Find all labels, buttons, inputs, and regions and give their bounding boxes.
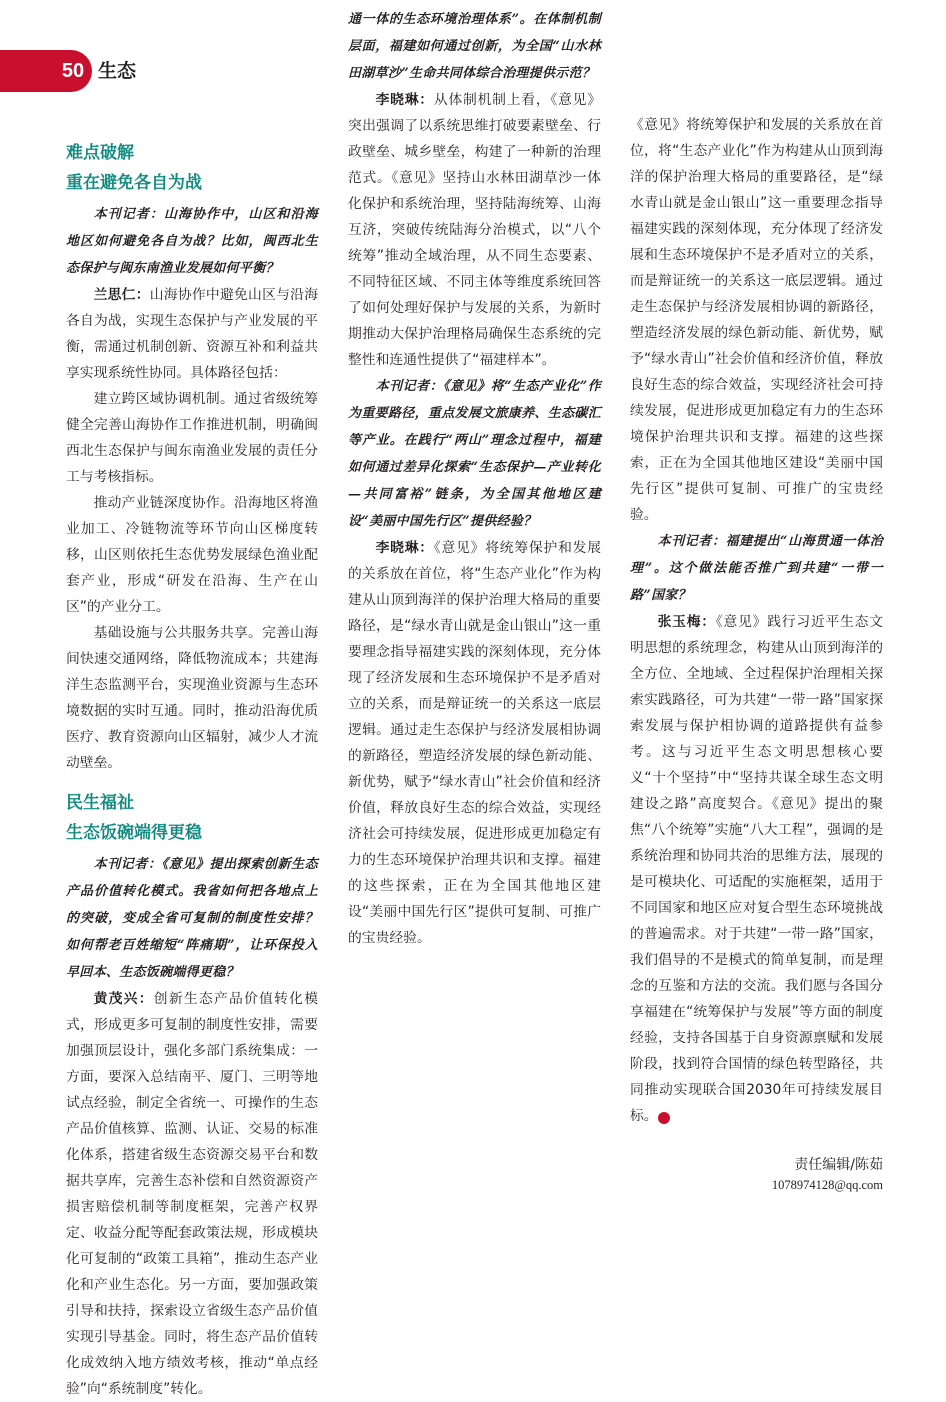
column-1 — [66, 138, 319, 1397]
answer-paragraph — [66, 986, 318, 1402]
answer-text: 创新生态产品价值转化模式，形成更多可复制的制度性安排，需要加强顶层设计，强化多部门系统集成：一方面，要深入总结南平、厦门、三明等地试点经验，制定全省统一、可操作的生态产品价值核算、监测、认证、交易的标准化体系，搭建省级生态资源交易平台和数据共享库，完善生态补偿和自然资源资产损害赔偿机制等制度框架，完善产权界定、收益分配等配套政策法规，形成模块化可复制的“政策工具箱”，推动生态产业化和产业生态化。另一方面，要加强政策引导和扶持，探索设立省级生态产品价值实现引导基金。同时，将生态产品价值转化成效纳入地方绩效考核，推动“单点经验”向“系统制度”转化。 — [66, 991, 319, 1397]
question-text: 《意见》将“生态产业化”作为重要路径，重点发展文旅康养、生态碳汇等产业。在践行“两山”理念过程中，福建如何通过差异化探索“生态保护—产业转化—共同富裕”链条，为全国其他地区建设“美丽中国先行区”提供经验？ — [348, 379, 601, 529]
question-text: 《意见》提出探索创新生态产品价值转化模式。我省如何把各地点上的突破，变成全省可复制的制度性安排？如何帮老百姓缩短“阵痛期”，让环保投入早回本、生态饭碗端得更稳？ — [66, 857, 318, 980]
speaker-label: 李晓琳： — [375, 540, 434, 556]
column-3-flow — [630, 112, 883, 528]
body-paragraph: 建立跨区域协调机制。通过省级统筹健全完善山海协作工作推进机制，明确闽西北生态保护与闽东南渔业发展的责任分工与考核指标。 — [66, 391, 318, 485]
question-text: 山海协作中，山区和沿海地区如何避免各自为战？比如，闽西北生态保护与闽东南渔业发展如何平衡？ — [66, 207, 318, 276]
answer-paragraph — [348, 87, 601, 373]
section-subheading: 生态饭碗端得更稳 — [66, 823, 202, 843]
question-text: 福建提出“山海贯通一体治理”。这个做法能否推广到共建“一带一路”国家？ — [630, 534, 883, 603]
question-paragraph — [66, 201, 318, 282]
speaker-label: 本刊记者： — [93, 857, 162, 872]
question-paragraph — [348, 373, 601, 535]
speaker-label: 李晓琳： — [375, 92, 434, 108]
speaker-label: 本刊记者： — [375, 379, 444, 394]
answer-paragraph — [348, 535, 601, 951]
section-subheading: 重在避免各自为战 — [66, 173, 202, 193]
question-paragraph — [348, 0, 601, 87]
column-2 — [348, 12, 602, 1208]
question-paragraph — [66, 851, 318, 986]
answer-text: 《意见》将统筹保护和发展的关系放在首位，将“生态产业化”作为构建从山顶到海洋的保护治理大格局的重要路径，是“绿水青山就是金山银山”这一重要理念指导福建实践的深刻体现，充分体现了经济发展和生态环境保护不是矛盾对立的关系，而是辩证统一的关系这一底层逻辑。通过走生态保护与经济发展相协调的新路径，塑造经济发展的绿色新动能、新优势，赋予“绿水青山”社会价值和经济价值，释放良好生态的综合效益，实现经济社会可持续发展，促进形成更加稳定有力的生态环境保护治理共识和支撑。福建的这些探索，正在为全国其他地区建设“美丽中国先行区”提供可复制、可推广的宝贵经验。 — [348, 540, 602, 946]
question-paragraph — [630, 528, 883, 609]
speaker-label: 张玉梅： — [657, 614, 716, 630]
answer-text: 《意见》践行习近平生态文明思想的系统理念，构建从山顶到海洋的全方位、全地域、全过程保护治理相关探索实践路径，可为共建“一带一路”国家探索发展与保护相协调的道路提供有益参考。这与习近平生态文明思想核心要义“十个坚持”中“坚持共谋全球生态文明建设之路”高度契合。《意见》提出的聚焦“八个统筹”实施“八大工程”，强调的是系统治理和协同共治的思维方法，展现的是可模块化、可适配的实施框架，适用于不同国家和地区应对复合型生态环境挑战的普遍需求。对于共建“一带一路”国家，我们倡导的不是模式的简单复制，而是理念的互鉴和方法的交流。我们愿与各国分享福建在“统筹保护与发展”等方面的制度经验，支持各国基于自身资源禀赋和发展阶段，找到符合国情的绿色转型路径，共同推动实现联合国2030年可持续发展目标。 — [630, 614, 884, 1124]
answer-continued: 《意见》将统筹保护和发展的关系放在首位，将“生态产业化”作为构建从山顶到海洋的保护治理大格局的重要路径，是“绿水青山就是金山银山”这一重要理念指导福建实践的深刻体现，充分体现了经济发展和生态环境保护不是矛盾对立的关系，而是辩证统一的关系这一底层逻辑。通过走生态保护与经济发展相协调的新路径，塑造经济发展的绿色新动能、新优势，赋予“绿水青山”社会价值和经济价值，释放良好生态的综合效益，实现经济社会可持续发展，促进形成更加稳定有力的生态环境保护治理共识和支撑。福建的这些探索，正在为全国其他地区建设“美丽中国先行区”提供可复制、可推广的宝贵经验。 — [630, 117, 883, 523]
answer-text: 从体制机制上看，《意见》突出强调了以系统思维打破要素壁垒、行政壁垒、城乡壁垒，构建了一种新的治理范式。《意见》坚持山水林田湖草沙一体化保护和系统治理，坚持陆海统筹、山海互济，突破传统陆海分治模式，以“八个统筹”推动全域治理，从不同生态要素、不同特征区域、不同主体等维度系统回答了如何处理好保护与发展的关系，为新时期推动大保护治理格局确保生态系统的完整性和连通性提供了“福建样本”。 — [348, 92, 602, 368]
answer-paragraph — [630, 609, 883, 1129]
editor-email: 1078974128@qq.com — [771, 1178, 883, 1192]
column-3 — [630, 117, 884, 1208]
answer-text: 山海协作中避免山区与沿海各自为战，实现生态保护与产业发展的平衡，需通过机制创新、资源互补和利益共享实现系统性协同。具体路径包括： — [66, 287, 319, 381]
editor-credit: 责任编辑/陈茹 — [794, 1157, 883, 1173]
section-heading: 难点破解 — [66, 143, 134, 163]
body-paragraph: 推动产业链深度协作。沿海地区将渔业加工、冷链物流等环节向山区梯度转移，山区则依托生态优势发展绿色渔业配套产业，形成“研发在沿海、生产在山区”的产业分工。 — [66, 495, 318, 615]
speaker-label: 本刊记者： — [93, 207, 164, 222]
question-text: 通一体的生态环境治理体系”。在体制机制层面，福建如何通过创新，为全国“山水林田湖草沙”生命共同体综合治理提供示范？ — [348, 12, 601, 81]
page-number: 50 — [61, 60, 85, 82]
speaker-label: 兰思仁： — [93, 287, 150, 303]
answer-paragraph — [66, 282, 318, 386]
body-paragraph: 基础设施与公共服务共享。完善山海间快速交通网络，降低物流成本；共建海洋生态监测平台，实现渔业资源与生态环境数据的实时互通。同时，推动沿海优质医疗、教育资源向山区辐射，减少人才流动壁垒。 — [66, 625, 318, 771]
section-title: 生态 — [98, 60, 137, 82]
speaker-label: 本刊记者： — [657, 534, 726, 549]
end-mark-icon: H — [658, 1112, 670, 1124]
speaker-label: 黄茂兴： — [93, 991, 154, 1007]
section-heading: 民生福祉 — [66, 793, 134, 813]
